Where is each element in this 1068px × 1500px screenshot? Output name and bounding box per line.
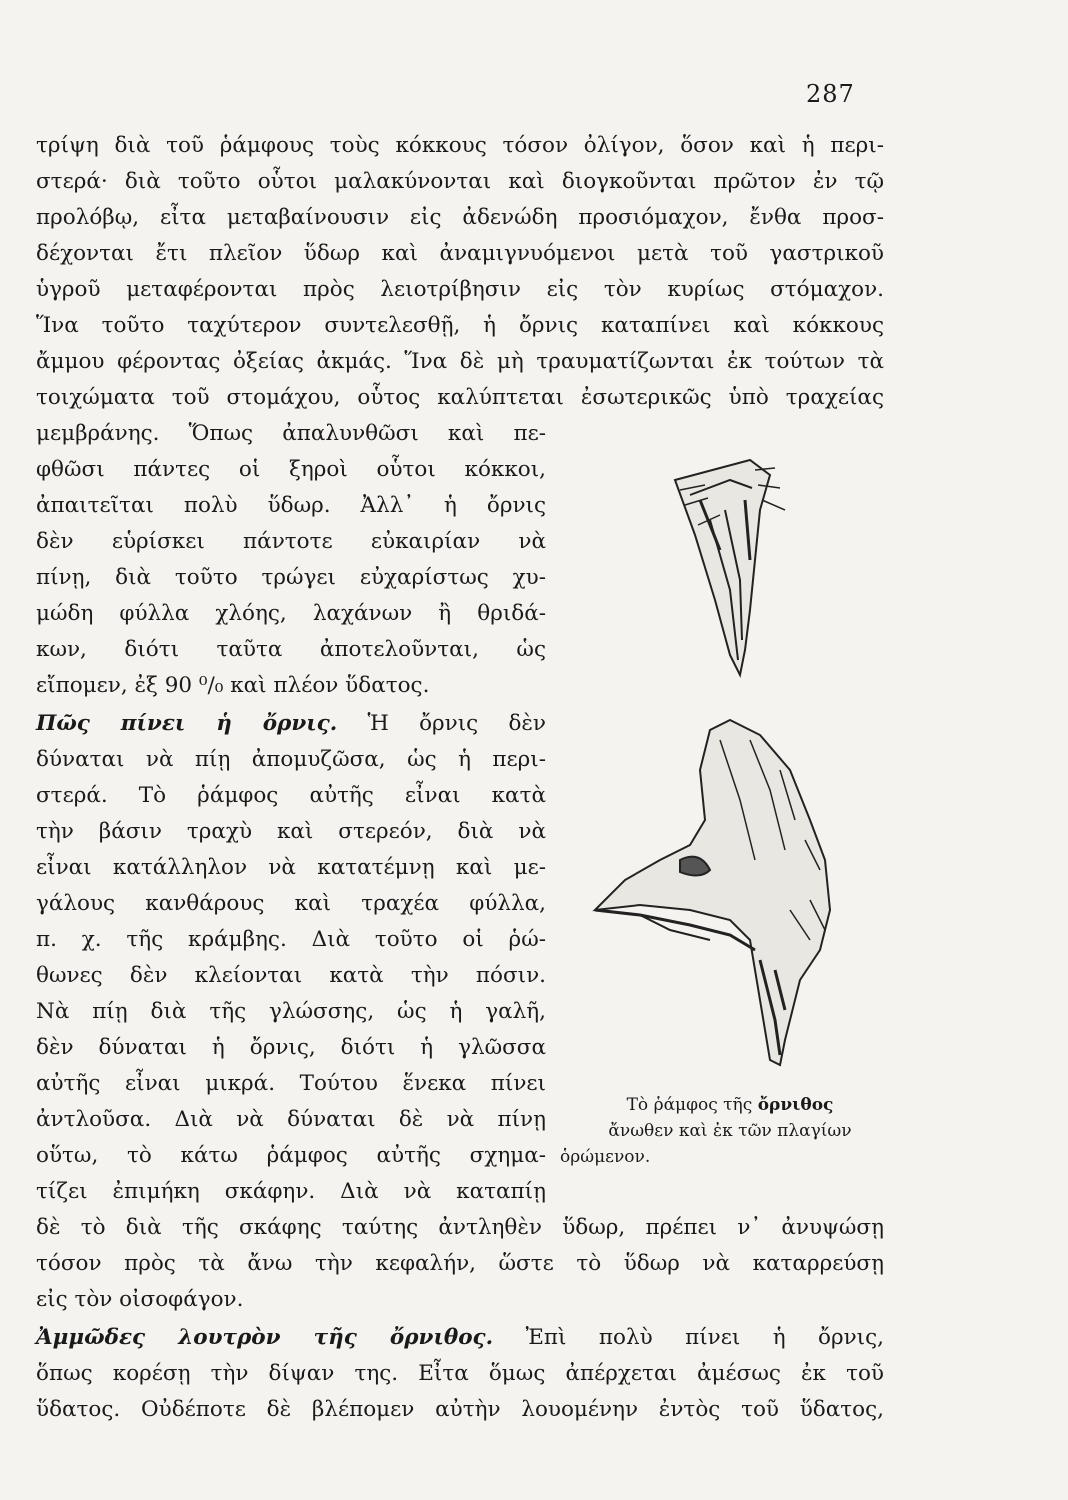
text-line: ὅπως κορέσῃ τὴν δίψαν της. Εἶτα ὅμως ἀπέρχεται ἀμέσως ἐκ τοῦ bbox=[36, 1361, 884, 1386]
text-line: μεμβράνης. Ὅπως ἀπαλυνθῶσι καὶ πε- bbox=[36, 421, 546, 446]
text-line: τρίψη διὰ τοῦ ῥάμφους τοὺς κόκκους τόσον ὀλίγον, ὅσον καὶ ἡ περι- bbox=[36, 133, 884, 158]
text-line: δὲν δύναται ἡ ὄρνις, διότι ἡ γλῶσσα bbox=[36, 1035, 546, 1060]
text-line: ὕδατος. Οὐδέποτε δὲ βλέπομεν αὐτὴν λουομένην ἐντὸς τοῦ ὕδατος, bbox=[36, 1397, 884, 1422]
caption-text: Τὸ ῥάμφος τῆς bbox=[626, 1095, 753, 1115]
text-line: ὑγροῦ μεταφέρονται πρὸς λειοτρίβησιν εἰς τὸν κυρίως στόμαχον. bbox=[36, 277, 884, 302]
text-line: προλόβῳ, εἶτα μεταβαίνουσιν εἰς ἀδενώδη προσιόμαχον, ἔνθα προσ- bbox=[36, 205, 884, 230]
text-line: στερά· διὰ τοῦτο οὗτοι μαλακύνονται καὶ διογκοῦνται πρῶτον ἐν τῷ bbox=[36, 169, 884, 194]
heading-title: Πῶς πίνει ἡ ὄρνις. bbox=[36, 711, 338, 736]
text-line: τὴν βάσιν τραχὺ καὶ στερεόν, διὰ νὰ bbox=[36, 819, 546, 844]
text-line: δύναται νὰ πίῃ ἀπομυζῶσα, ὡς ἡ περι- bbox=[36, 747, 546, 772]
text-line: θωνες δὲν κλείονται κατὰ τὴν πόσιν. bbox=[36, 963, 546, 988]
heading-continuation: Ἡ ὄρνις δὲν bbox=[367, 711, 546, 736]
heading-title: Ἀμμῶδες λουτρὸν τῆς ὄρνιθος. bbox=[36, 1325, 494, 1350]
beak-illustration bbox=[580, 440, 890, 1080]
text-line: δέχονται ἔτι πλεῖον ὕδωρ καὶ ἀναμιγνυόμενοι μετὰ τοῦ γαστρικοῦ bbox=[36, 241, 884, 266]
text-line: ἄμμου φέροντας ὀξείας ἀκμάς. Ἵνα δὲ μὴ τραυματίζωνται ἐκ τούτων τὰ bbox=[36, 349, 884, 374]
text-line: π. χ. τῆς κράμβης. Διὰ τοῦτο οἱ ῥώ- bbox=[36, 927, 546, 952]
text-line: τίζει ἐπιμήκη σκάφην. Διὰ νὰ καταπίῃ bbox=[36, 1179, 546, 1204]
text-line: Ἵνα τοῦτο ταχύτερον συντελεσθῇ, ἡ ὄρνις καταπίνει καὶ κόκκους bbox=[36, 313, 884, 338]
caption-bold: ὄρνιθος bbox=[757, 1095, 834, 1115]
text-line: μώδη φύλλα χλόης, λαχάνων ἢ θριδά- bbox=[36, 601, 546, 626]
text-line: γάλους κανθάρους καὶ τραχέα φύλλα, bbox=[36, 891, 546, 916]
text-line: αὐτῆς εἶναι μικρά. Τούτου ἕνεκα πίνει bbox=[36, 1071, 546, 1096]
text-line: οὕτω, τὸ κάτω ῥάμφος αὐτῆς σχημα- bbox=[36, 1143, 546, 1168]
text-line: ἀντλοῦσα. Διὰ νὰ δύναται δὲ νὰ πίνῃ bbox=[36, 1107, 546, 1132]
beak-top-view bbox=[675, 460, 785, 675]
text-line: πίνῃ, διὰ τοῦτο τρώγει εὐχαρίστως χυ- bbox=[36, 565, 546, 590]
section-heading-sand-bath bbox=[36, 1324, 884, 1352]
text-line: Νὰ πίῃ διὰ τῆς γλώσσης, ὡς ἡ γαλῆ, bbox=[36, 999, 546, 1024]
text-line: τοιχώματα τοῦ στομάχου, οὗτος καλύπτεται ἐσωτερικῶς ὑπὸ τραχείας bbox=[36, 385, 884, 410]
text-line: στερά. Τὸ ῥάμφος αὐτῆς εἶναι κατὰ bbox=[36, 783, 546, 808]
text-line: εἴπομεν, ἐξ 90 ⁰/₀ καὶ πλέον ὕδατος. bbox=[36, 673, 430, 698]
text-line: εἰς τὸν οἰσοφάγον. bbox=[36, 1287, 244, 1312]
text-line: φθῶσι πάντες οἱ ξηροὶ οὗτοι κόκκοι, bbox=[36, 457, 546, 482]
figure-caption-line-1 bbox=[580, 1094, 880, 1116]
text-line: δὲν εὑρίσκει πάντοτε εὐκαιρίαν νὰ bbox=[36, 529, 546, 554]
text-line: δὲ τὸ διὰ τῆς σκάφης ταύτης ἀντληθὲν ὕδωρ, πρέπει ν᾽ ἀνυψώσῃ bbox=[36, 1215, 884, 1240]
page-number: 287 bbox=[806, 80, 855, 108]
text-line: κων, διότι ταῦτα ἀποτελοῦνται, ὡς bbox=[36, 637, 546, 662]
beak-side-view bbox=[595, 720, 830, 1065]
text-line: ἀπαιτεῖται πολὺ ὕδωρ. Ἀλλ᾽ ἡ ὄρνις bbox=[36, 493, 546, 518]
text-line: εἶναι κατάλληλον νὰ κατατέμνῃ καὶ με- bbox=[36, 855, 546, 880]
section-heading-drinking bbox=[36, 710, 546, 738]
text-line: τόσον πρὸς τὰ ἄνω τὴν κεφαλήν, ὥστε τὸ ὕδωρ νὰ καταρρεύσῃ bbox=[36, 1251, 884, 1276]
figure-caption-line-2: ἄνωθεν καὶ ἐκ τῶν πλαγίων bbox=[608, 1121, 852, 1141]
heading-continuation: Ἐπὶ πολὺ πίνει ἡ ὄρνις, bbox=[525, 1325, 884, 1350]
figure-caption-line-3: ὁρώμενον. bbox=[560, 1147, 651, 1167]
